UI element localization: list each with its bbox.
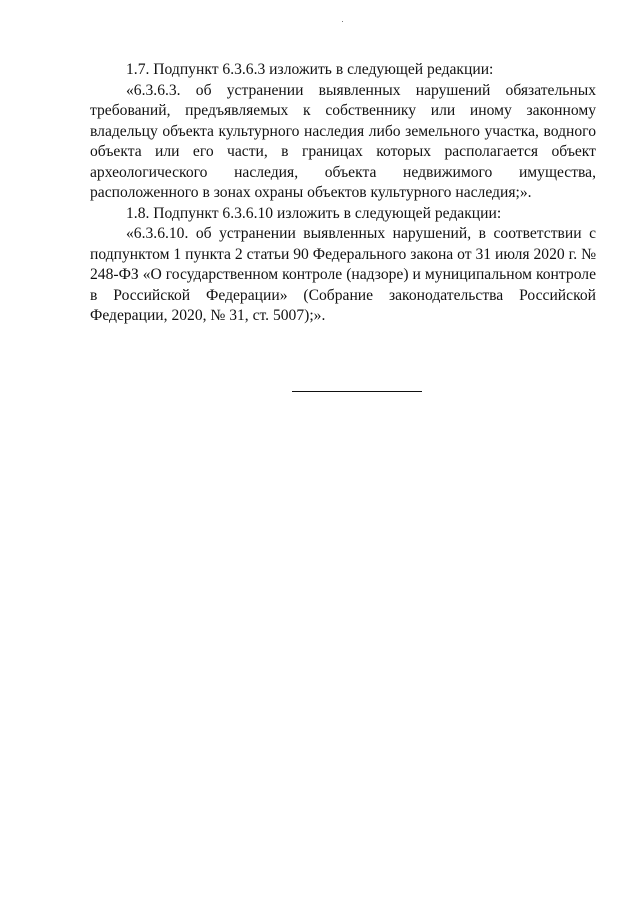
document-body <box>90 60 596 327</box>
paragraph-1-8-heading: 1.8. Подпункт 6.3.6.10 изложить в следующей редакции: <box>126 204 502 222</box>
document-end-rule <box>292 391 422 392</box>
paragraph-6-3-6-10-text: «6.3.6.10. об устранении выявленных нарушений, в соответствии с подпунктом 1 пункта 2 статьи 90 Федерального закона от 31 июля 2020 г. № 248-ФЗ «О государственном контроле (надзоре) и муниципальном контроле в Российской Федерации» (Собрание законодательства Российской Федерации, 2020, № 31, ст. 5007);». <box>90 225 596 324</box>
paragraph-1-7-heading: 1.7. Подпункт 6.3.6.3 изложить в следующей редакции: <box>126 61 494 78</box>
paragraph-6-3-6-3-text: «6.3.6.3. об устранении выявленных нарушений обязательных требований, предъявляемых к собственнику или иному законному владельцу объекта культурного наследия либо земельного участка, водного объекта или его части, в границах которых располагается объект археологического наследия, объекта недвижимого имущества, расположенного в зонах охраны объектов культурного наследия;». <box>90 81 596 201</box>
scan-speck <box>342 21 343 22</box>
